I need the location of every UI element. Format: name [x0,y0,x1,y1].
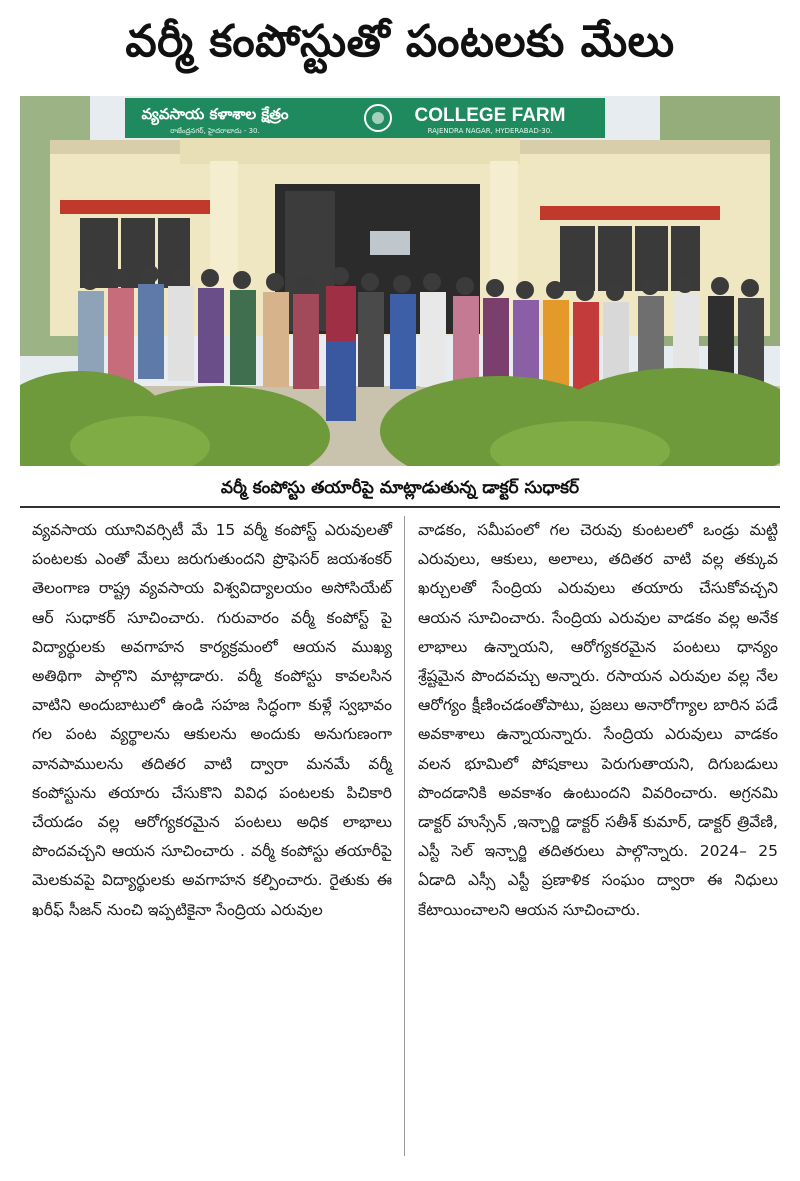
article-body-left: వ్యవసాయ యూనివర్సిటీ మే 15 వర్మీ కంపోస్ట్ ఎరువులతో పంటలకు ఎంతో మేలు జరుగుతుందని ప్రొఫెసర్ జయశంకర్ తెలంగాణ రాష్ట్ర వ్యవసాయ విశ్వవిద్యాలయం అసోసియేట్ ఆర్ సుధాకర్ సూచించారు. గురువారం వర్మీ కంపోస్ట్ పై విద్యార్థులకు అవగాహన కార్యక్రమంలో ఆయన ముఖ్య అతిథిగా పాల్గొని మాట్లాడారు. వర్మీ కంపోస్టు కావలసిన వాటిని అందుబాటులో ఉండి సహజ సిద్ధంగా కుళ్లే స్వభావం గల పంట వ్యర్థాలను ఆకులను అందుకు అనుగుణంగా వానపాములను తదితర వాటి ద్వారా మనమే వర్మీ కంపోస్టును తయారు చేసుకొని వివిధ పంటలకు పిచికారి చేయడం వల్ల ఆరోగ్యకరమైన పంటలు అధిక లాభాలు పొందవచ్చని ఆయన సూచించారు . వర్మీ కంపోస్టు తయారీపై మెలకువపై విద్యార్థులకు అవగాహన కల్పించారు. రైతుకు ఈ ఖరీఫ్ సీజన్ నుంచి ఇప్పటికైనా సేంద్రియ ఎరువుల [32,521,392,919]
column-divider [404,516,405,1156]
sign-sub-telugu-text: రాజేంద్రనగర్, హైదరాబాదు - 30. [170,127,260,135]
article-photo [20,96,780,466]
caption-divider [20,506,780,508]
article-body-right: వాడకం, సమీపంలో గల చెరువు కుంటలలో ఒండ్రు మట్టి ఎరువులు, ఆకులు, అలాలు, తదితర వాటి వల్ల తక్కువ ఖర్చులతో సేంద్రియ ఎరువులు తయారు చేసుకోవచ్చని ఆయన సూచించారు. సేంద్రియ ఎరువుల వాడకం వల్ల అనేక లాభాలు ఉన్నాయని, ఆరోగ్యకరమైన పంటలు ధాన్యం శ్రేష్టమైన పొందవచ్చు అన్నారు. రసాయన ఎరువుల వల్ల నేల ఆరోగ్యం క్షీణించడంతోపాటు, ప్రజలు అనారోగ్యాల బారిన పడే అవకాశాలు ఉన్నాయన్నారు. సేంద్రియ ఎరువులు వాడకం వలన భూమిలో పోషకాలు పెరుగుతాయని, దిగుబడులు పొందడానికి అవకాశం ఉంటుందని వివరించారు. అగ్రనమి డాక్టర్ హుస్సేన్ ,ఇన్చార్జి డాక్టర్ సతీశ్ కుమార్, డాక్టర్ త్రివేణి, ఎస్టీ సెల్ ఇన్చార్జి తదితరులు పాల్గొన్నారు. 2024– 25 ఏడాది ఎస్సీ ఎస్టీ ప్రణాళిక సంఘం ద్వారా ఈ నిధులు కేటాయించాలని ఆయన సూచించారు. [418,521,778,919]
sign-telugu-text: వ్యవసాయ కళాశాల క్షేత్రం [141,105,289,123]
article-column-right [418,516,778,925]
headline: వర్మీ కంపోస్టుతో పంటలకు మేలు [125,16,675,67]
sign-sub-english-text: RAJENDRA NAGAR, HYDERABAD-30. [427,127,553,135]
article-column-left [32,516,392,925]
photo-caption: వర్మీ కంపోస్టు తయారీపై మాట్లాడుతున్న డాక్టర్ సుధాకర్ [220,478,580,498]
sign-english-text: COLLEGE FARM [414,105,566,126]
